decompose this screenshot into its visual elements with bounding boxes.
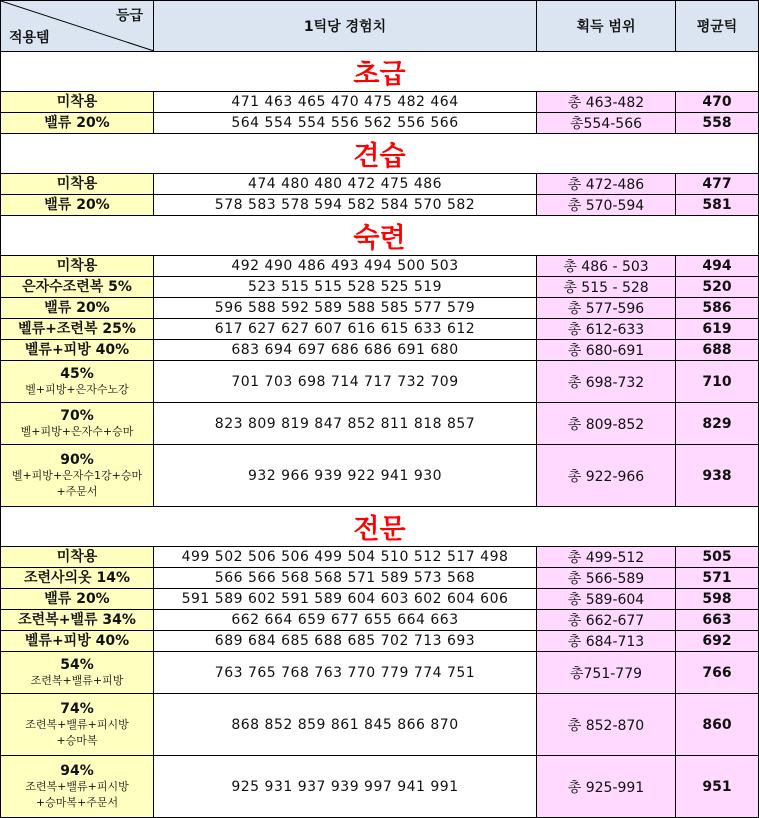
range-cell: 총 577-596 [537,298,676,319]
table-row [1,631,759,652]
table-row [1,694,759,756]
range-cell: 총 922-966 [537,445,676,507]
item-combo: 벨+피방+은자수1강+승마 [11,468,143,482]
section-title: 숙련 [1,216,759,256]
range-cell: 총751-779 [537,652,676,694]
range-cell: 총 612-633 [537,319,676,340]
avg-cell: 692 [676,631,759,652]
item-combo-extra: +승마복 [56,733,98,747]
item-cell: 밸류 20% [1,195,154,216]
values-cell: 683 694 697 686 686 691 680 [154,340,537,361]
table-row [1,298,759,319]
range-header: 획득 범위 [537,1,676,52]
table-row [1,113,759,134]
values-cell: 689 684 685 688 685 702 713 693 [154,631,537,652]
table-row [1,174,759,195]
avg-cell: 505 [676,547,759,568]
values-cell: 578 583 578 594 582 584 570 582 [154,195,537,216]
item-cell: 밸류 20% [1,589,154,610]
avg-cell: 558 [676,113,759,134]
values-cell: 523 515 515 528 525 519 [154,277,537,298]
avg-cell: 951 [676,756,759,818]
avg-cell: 571 [676,568,759,589]
item-cell [1,361,154,403]
item-combo: 벨+피방+은자수노강 [25,382,129,396]
item-percent: 70% [60,407,94,424]
item-cell: 벨류+피방 40% [1,631,154,652]
table-row [1,547,759,568]
avg-cell: 494 [676,256,759,277]
item-label: 적용템 [9,30,50,46]
table-row [1,277,759,298]
range-cell: 총 662-677 [537,610,676,631]
table-row [1,445,759,507]
values-cell: 763 765 768 763 770 779 774 751 [154,652,537,694]
item-cell: 벨류+피방 40% [1,340,154,361]
item-cell [1,652,154,694]
table-row [1,403,759,445]
item-percent: 94% [60,762,94,779]
item-combo-extra: +주문서 [56,484,98,498]
table-row [1,195,759,216]
avg-cell: 860 [676,694,759,756]
values-cell: 499 502 506 506 499 504 510 512 517 498 [154,547,537,568]
values-cell: 932 966 939 922 941 930 [154,445,537,507]
item-cell: 조련복+밸류 34% [1,610,154,631]
item-percent: 74% [60,700,94,717]
range-cell: 총 463-482 [537,92,676,113]
avg-cell: 598 [676,589,759,610]
values-cell: 925 931 937 939 997 941 991 [154,756,537,818]
item-percent: 54% [60,656,94,673]
item-combo-extra: +승마복+주문서 [35,795,119,809]
table-row [1,92,759,113]
avg-cell: 829 [676,403,759,445]
range-cell: 총 809-852 [537,403,676,445]
table-row [1,756,759,818]
exp-header: 1틱당 경험치 [154,1,537,52]
range-cell: 총 684-713 [537,631,676,652]
table-row [1,589,759,610]
item-cell [1,445,154,507]
avg-cell: 470 [676,92,759,113]
item-combo: 조련복+밸류+피시방 [25,779,129,793]
values-cell: 701 703 698 714 717 732 709 [154,361,537,403]
item-combo: 조련복+밸류+피방 [30,673,124,687]
range-cell: 총 570-594 [537,195,676,216]
range-cell: 총 852-870 [537,694,676,756]
item-percent: 45% [60,365,94,382]
range-cell: 총 515 - 528 [537,277,676,298]
values-cell: 662 664 659 677 655 664 663 [154,610,537,631]
item-cell: 밸류 20% [1,298,154,319]
range-cell: 총 472-486 [537,174,676,195]
range-cell: 총 589-604 [537,589,676,610]
section-title: 초급 [1,52,759,92]
grade-label: 등급 [115,8,143,24]
table-row [1,610,759,631]
header-row [1,1,759,52]
range-cell: 총 698-732 [537,361,676,403]
item-cell: 벨류+조련복 25% [1,319,154,340]
avg-cell: 581 [676,195,759,216]
range-cell: 총 486 - 503 [537,256,676,277]
table-row [1,319,759,340]
table-row [1,361,759,403]
values-cell: 596 588 592 589 588 585 577 579 [154,298,537,319]
table-row [1,568,759,589]
avg-cell: 619 [676,319,759,340]
item-combo: 조련복+밸류+피시방 [25,717,129,731]
table-row [1,652,759,694]
values-cell: 564 554 554 556 562 556 566 [154,113,537,134]
header-corner [1,1,154,52]
item-cell: 은자수조련복 5% [1,277,154,298]
item-cell [1,403,154,445]
values-cell: 591 589 602 591 589 604 603 602 604 606 [154,589,537,610]
avg-cell: 688 [676,340,759,361]
values-cell: 617 627 627 607 616 615 633 612 [154,319,537,340]
values-cell: 471 463 465 470 475 482 464 [154,92,537,113]
item-cell: 밸류 20% [1,113,154,134]
values-cell: 823 809 819 847 852 811 818 857 [154,403,537,445]
avg-cell: 477 [676,174,759,195]
item-cell: 미착용 [1,547,154,568]
table-row [1,340,759,361]
section-title: 견습 [1,134,759,174]
values-cell: 474 480 480 472 475 486 [154,174,537,195]
table-row [1,256,759,277]
avg-header: 평균틱 [676,1,759,52]
item-percent: 90% [60,451,94,468]
avg-cell: 520 [676,277,759,298]
values-cell: 566 566 568 568 571 589 573 568 [154,568,537,589]
avg-cell: 766 [676,652,759,694]
item-cell: 미착용 [1,174,154,195]
item-combo: 벨+피방+은자수+승마 [20,424,134,438]
avg-cell: 586 [676,298,759,319]
item-cell: 조련사의옷 14% [1,568,154,589]
item-cell: 미착용 [1,92,154,113]
avg-cell: 938 [676,445,759,507]
range-cell: 총 499-512 [537,547,676,568]
range-cell: 총 566-589 [537,568,676,589]
item-cell: 미착용 [1,256,154,277]
values-cell: 868 852 859 861 845 866 870 [154,694,537,756]
avg-cell: 663 [676,610,759,631]
item-cell [1,694,154,756]
range-cell: 총554-566 [537,113,676,134]
range-cell: 총 925-991 [537,756,676,818]
section-title: 전문 [1,507,759,547]
range-cell: 총 680-691 [537,340,676,361]
item-cell [1,756,154,818]
values-cell: 492 490 486 493 494 500 503 [154,256,537,277]
avg-cell: 710 [676,361,759,403]
